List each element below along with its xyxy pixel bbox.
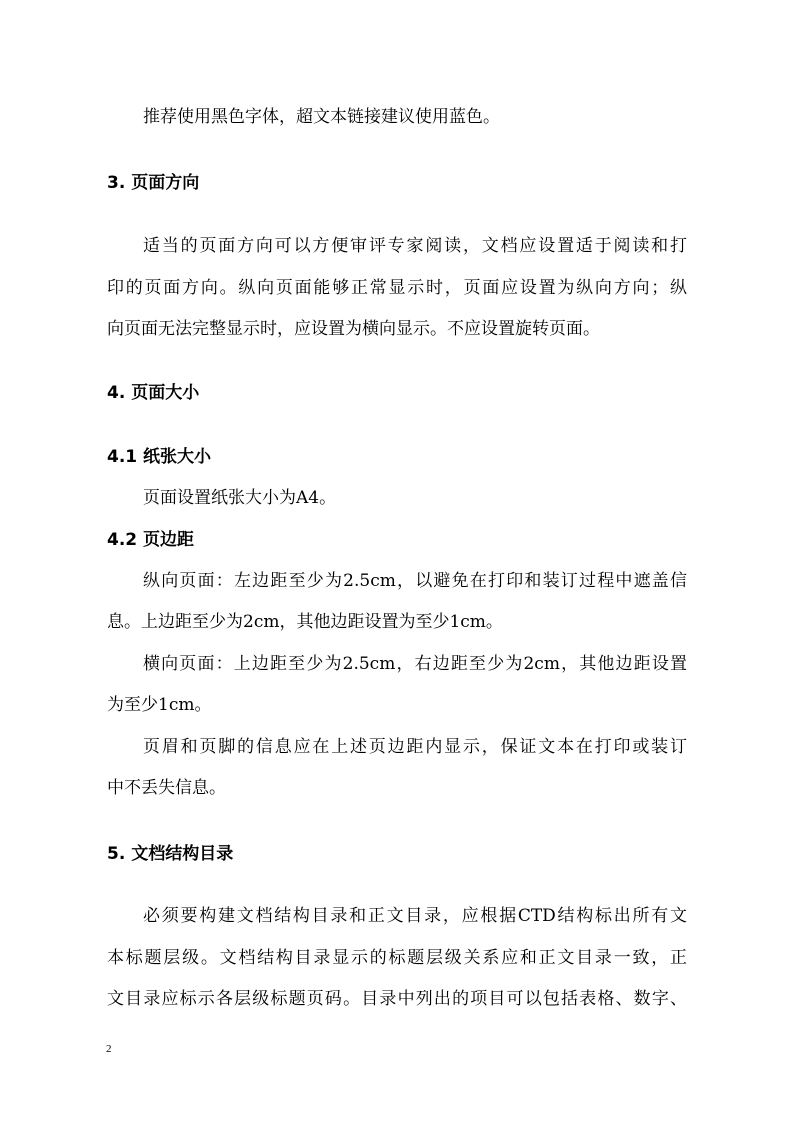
page-number: 2 — [106, 1043, 112, 1055]
paragraph-line: 纵向页面：左边距至少为2.5cm，以避免在打印和装订过程中遮盖信 — [143, 571, 687, 591]
section-heading-3: 3. 页面方向 — [107, 173, 200, 193]
paragraph-line: 适当的页面方向可以方便审评专家阅读，文档应设置适于阅读和打 — [143, 236, 687, 256]
paragraph-line: 必须要构建文档结构目录和正文目录，应根据CTD结构标出所有文 — [143, 906, 687, 926]
paragraph-line: 横向页面：上边距至少为2.5cm，右边距至少为2cm，其他边距设置 — [143, 654, 687, 674]
paragraph-line: 中不丢失信息。 — [107, 778, 226, 798]
paragraph-line: 文目录应标示各层级标题页码。目录中列出的项目可以包括表格、数字、 — [107, 989, 687, 1009]
section-heading-5: 5. 文档结构目录 — [107, 844, 234, 864]
paragraph-line: 印的页面方向。纵向页面能够正常显示时，页面应设置为纵向方向；纵 — [107, 278, 687, 298]
paragraph-line: 为至少1cm。 — [107, 695, 212, 715]
paragraph-line: 本标题层级。文档结构目录显示的标题层级关系应和正文目录一致，正 — [107, 948, 687, 968]
section-heading-4: 4. 页面大小 — [107, 383, 200, 403]
paragraph-line: 息。上边距至少为2cm，其他边距设置为至少1cm。 — [107, 612, 503, 632]
paragraph-line: 页眉和页脚的信息应在上述页边距内显示，保证文本在打印或装订 — [143, 737, 687, 757]
paragraph-line: 页面设置纸张大小为A4。 — [143, 488, 337, 508]
subsection-heading-4-2: 4.2 页边距 — [107, 530, 195, 550]
paragraph-line: 向页面无法完整显示时，应设置为横向显示。不应设置旋转页面。 — [107, 319, 600, 339]
subsection-heading-4-1: 4.1 纸张大小 — [107, 447, 212, 467]
paragraph-line: 推荐使用黑色字体，超文本链接建议使用蓝色。 — [143, 107, 500, 127]
